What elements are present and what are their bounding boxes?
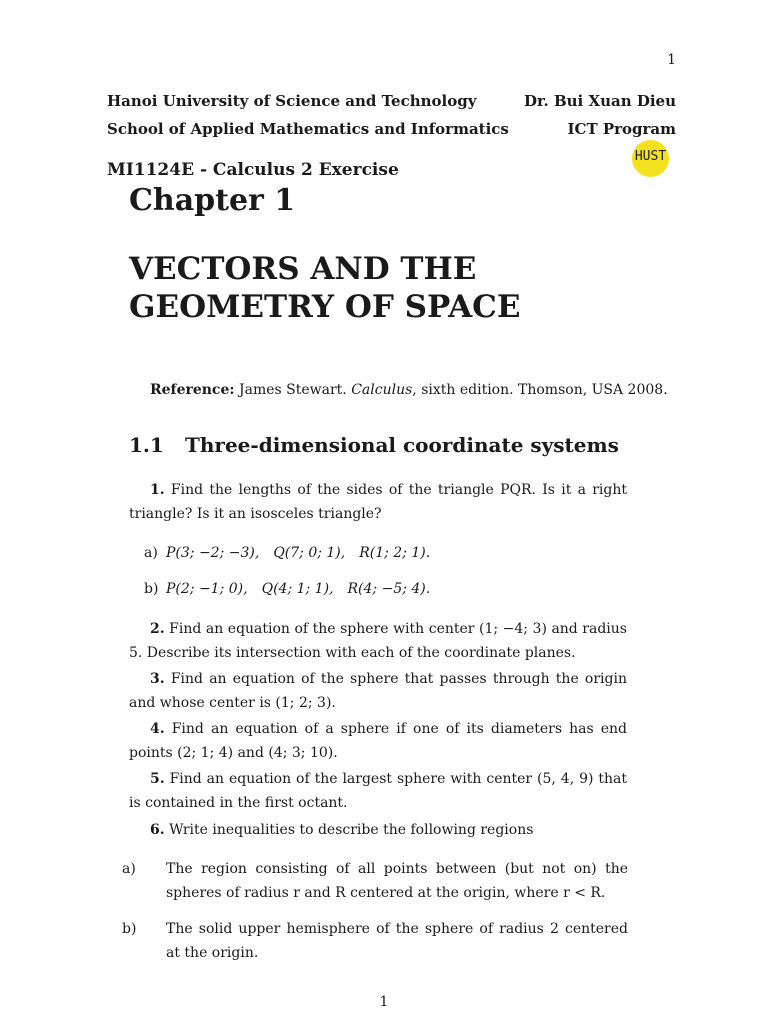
- item-text: The solid upper hemisphere of the sphere of radius 2 centered at the origin.: [166, 921, 628, 961]
- exercise-number: 5.: [150, 771, 165, 787]
- exercise-1: [129, 479, 627, 526]
- item-label: a): [144, 545, 158, 561]
- course-title: MI1124E - Calculus 2 Exercise: [107, 160, 399, 180]
- exercise-number: 4.: [150, 721, 165, 737]
- item-label: b): [144, 581, 159, 597]
- program-name: ICT Program: [567, 120, 676, 138]
- reference-label: Reference:: [150, 382, 235, 398]
- chapter-label: Chapter 1: [129, 183, 296, 218]
- ex6-item-a: [122, 858, 628, 905]
- author-name: Dr. Bui Xuan Dieu: [523, 92, 676, 110]
- reference-line: [150, 382, 668, 398]
- chapter-title: [129, 250, 649, 326]
- hust-badge: HUST: [632, 140, 669, 177]
- point-q: Q(7; 0; 1),: [273, 545, 346, 561]
- point-q: Q(4; 1; 1),: [261, 581, 334, 597]
- exercise-text: Find an equation of the largest sphere with center (5, 4, 9) that is contained in the first octant.: [129, 771, 627, 811]
- exercise-6: [129, 819, 627, 843]
- point-p: P(2; −1; 0),: [166, 581, 248, 597]
- exercise-text: Find the lengths of the sides of the triangle PQR. Is it a right triangle? Is it an isosceles triangle?: [129, 482, 627, 522]
- ex1-item-a: [144, 542, 628, 566]
- page-number-bottom: 1: [379, 994, 389, 1010]
- ex6-item-b: [122, 918, 628, 965]
- exercise-3: [129, 668, 627, 715]
- reference-rest: , sixth edition. Thomson, USA 2008.: [412, 382, 668, 398]
- reference-book: Calculus: [351, 382, 413, 398]
- exercise-text: Write inequalities to describe the following regions: [169, 822, 534, 838]
- exercise-number: 1.: [150, 482, 165, 498]
- item-label: b): [122, 921, 137, 937]
- chapter-title-line1: VECTORS AND THE: [129, 251, 477, 287]
- item-label: a): [122, 861, 136, 877]
- exercise-number: 2.: [150, 621, 165, 637]
- exercise-text: Find an equation of the sphere that passes through the origin and whose center is (1; 2; 3).: [129, 671, 627, 711]
- university-name: Hanoi University of Science and Technology: [107, 92, 477, 110]
- exercise-text: Find an equation of a sphere if one of its diameters has end points (2; 1; 4) and (4; 3; 10).: [129, 721, 628, 761]
- exercise-5: [129, 768, 627, 815]
- ex1-item-b: [144, 578, 628, 602]
- school-name: School of Applied Mathematics and Informatics: [107, 120, 509, 138]
- exercise-text: Find an equation of the sphere with center (1; −4; 3) and radius 5. Describe its intersection with each of the coordinate planes.: [129, 621, 627, 661]
- reference-author: James Stewart.: [239, 382, 347, 398]
- point-p: P(3; −2; −3),: [166, 545, 260, 561]
- exercise-2: [129, 618, 627, 665]
- page-number-top: 1: [667, 52, 676, 68]
- exercise-number: 6.: [150, 822, 165, 838]
- point-r: R(4; −5; 4).: [347, 581, 431, 597]
- point-r: R(1; 2; 1).: [359, 545, 431, 561]
- section-title: Three-dimensional coordinate systems: [185, 433, 619, 457]
- chapter-title-line2: GEOMETRY OF SPACE: [129, 289, 521, 325]
- section-number: 1.1: [129, 433, 164, 457]
- exercise-4: [129, 718, 627, 765]
- item-text: The region consisting of all points between (but not on) the spheres of radius r and R centered at the origin, where r < R.: [166, 861, 628, 901]
- exercise-number: 3.: [150, 671, 165, 687]
